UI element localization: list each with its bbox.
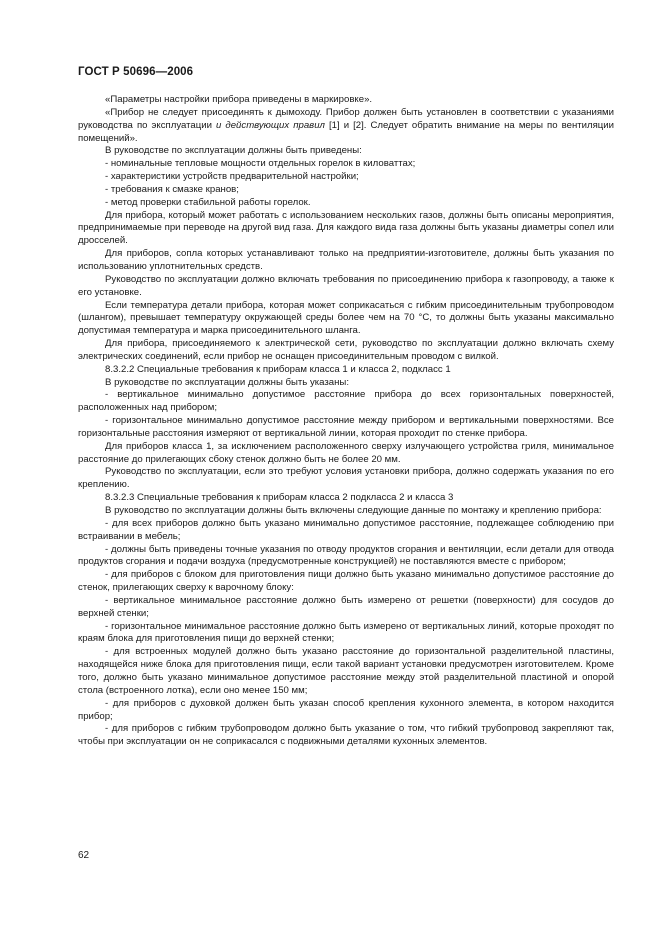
list-item: - для приборов с блоком для приготовления пищи должно быть указано минимально допустимое расстояние до стенок, прилегающих сверху к варочному блоку: — [78, 569, 614, 594]
body-text — [78, 94, 614, 749]
list-item: - вертикальное минимальное расстояние должно быть измерено от решетки (поверхности) для сосудов до верхней стенки; — [78, 594, 614, 619]
list-item: - характеристики устройств предварительной настройки; — [105, 171, 359, 183]
list-item: - требования к смазке кранов; — [105, 183, 239, 195]
paragraph: Руководство по эксплуатации, если это требуют условия установки прибора, должно содержать указания по его креплению. — [78, 466, 614, 491]
paragraph: Руководство по эксплуатации должно включать требования по присоединению прибора к газопроводу, а также к его установке. — [78, 273, 614, 298]
paragraph: «Параметры настройки прибора приведены в маркировке». — [105, 94, 373, 105]
list-item: - номинальные тепловые мощности отдельных горелок в киловаттах; — [105, 158, 416, 170]
list-item: - для приборов с гибким трубопроводом должно быть указание о том, что гибкий трубопровод закрепляют так, чтобы при эксплуатации он не соприкасался с подвижными деталями кухонных элементов. — [78, 723, 614, 748]
page-header: ГОСТ Р 50696—2006 — [78, 66, 194, 78]
paragraph: Если температура детали прибора, которая может соприкасаться с гибким присоединительным трубопроводом (шлангом), превышает температуру окружающей среды более чем на 70 °С, то должны быть указаны максимально допустимая температура и марка присоединительного шланга. — [78, 299, 614, 337]
list-item: - горизонтальное минимально допустимое расстояние между прибором и вертикальными поверхностями. Все горизонтальные расстояния измеряют от вертикальной линии, которая проходит по стенке прибора. — [78, 415, 614, 439]
paragraph: Для прибора, который может работать с использованием нескольких газов, должны быть описаны мероприятия, предпринимаемые при переводе на другой вид газа. Для каждого вида газа должны быть указаны диаметры сопел или дросселей. — [78, 209, 614, 247]
list-item: - горизонтальное минимальное расстояние должно быть измерено от вертикальных линий, которые проходят по краям блока для приготовления пищи до верхней стенки; — [78, 620, 614, 645]
page-number: 62 — [78, 850, 90, 861]
list-item: - метод проверки стабильной работы горелок. — [105, 196, 311, 208]
list-item: - вертикальное минимально допустимое расстояние прибора до всех горизонтальных поверхностей, расположенных над прибором; — [78, 389, 614, 414]
list-item: - для приборов с духовкой должен быть указан способ крепления кухонного элемента, в котором находится прибор; — [78, 697, 614, 722]
list-item: - должны быть приведены точные указания по отводу продуктов сгорания и вентиляции, если детали для отвода продуктов сгорания и подачи воздуха (предусмотренные конструкцией) не поставляются вместе с прибором; — [78, 543, 614, 568]
paragraph: В руководстве по эксплуатации должны быть указаны: — [105, 376, 349, 388]
list-item: - для встроенных модулей должно быть указано расстояние до горизонтальной разделительной пластины, находящейся ниже блока для приготовления пищи, если такой вариант установки предусмотрен изготовителем. Кроме того, должно быть указано минимальное допустимое расстояние между этой разделительной пластиной и опорой стола (встроенного лотка), если оно менее 150 мм; — [78, 646, 614, 696]
paragraph: В руководстве по эксплуатации должны быть приведены: — [105, 145, 362, 157]
paragraph: Для приборов, сопла которых устанавливают только на предприятии-изготовителе, должны быть указания по использованию уплотнительных средств. — [78, 248, 614, 272]
paragraph: В руководство по эксплуатации должны быть включены следующие данные по монтажу и креплению прибора: — [105, 505, 602, 516]
paragraph: «Прибор не следует присоединять к дымоходу. Прибор должен быть установлен в соответствии с указаниями руководства по эксплуатации и действующих правил [1] и [2]. Следует обратить внимание на меры по вентиляции помещений». — [78, 106, 614, 144]
list-item: - для всех приборов должно быть указано минимально допустимое расстояние, подлежащее соблюдению при встраивании в мебель; — [78, 517, 614, 542]
paragraph: Для приборов класса 1, за исключением расположенного сверху излучающего устройства гриля, минимальное расстояние до прилегающих сбоку стенок должно быть не более 20 мм. — [78, 440, 614, 465]
paragraph: Для прибора, присоединяемого к электрической сети, руководство по эксплуатации должно включать схему электрических соединений, если прибор не оснащен присоединительным проводом с вилкой. — [78, 338, 614, 362]
section-heading: 8.3.2.3 Специальные требования к приборам класса 2 подкласса 2 и класса 3 — [105, 492, 454, 504]
section-heading: 8.3.2.2 Специальные требования к приборам класса 1 и класса 2, подкласс 1 — [105, 363, 451, 375]
